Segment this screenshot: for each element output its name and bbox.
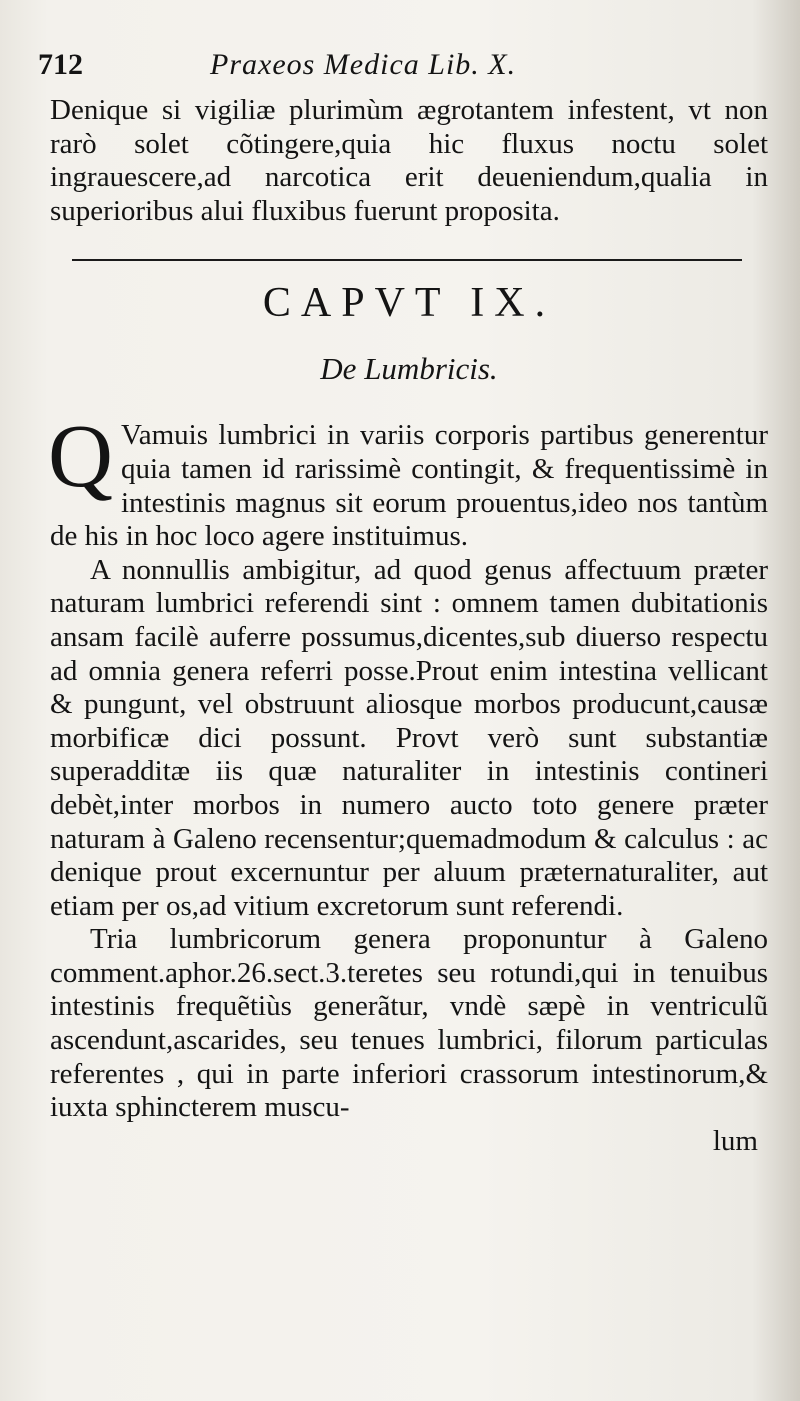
- catchword: lum: [712, 1124, 758, 1157]
- paragraph-ambigitur: A nonnullis ambigitur, ad quod genus affectuum præter naturam lumbrici referendi sint : omnem tamen dubitationis ansam facilè auferre possumus,dicentes,sub diuerso respectu ad omnia genera referri posse.Prout enim intestina vellicant & pungunt, vel obstruunt aliosque morbos producunt,causæ morbificæ dici possunt. Provt verò sunt substantiæ superadditæ iis quæ naturaliter in intestinis contineri debèt,inter morbos in numero aucto toto genere præter naturam à Galeno recensentur;quemadmodum & calculus : ac denique prout excernuntur per aluum præternaturaliter, aut etiam per os,ad vitium excretorum sunt referendi.: [50, 553, 768, 922]
- section-divider: [72, 259, 742, 261]
- drop-cap: Q: [48, 407, 113, 507]
- chapter-title: CAPVT IX.: [262, 280, 556, 327]
- opening-paragraph: [48, 407, 768, 553]
- chapter-subtitle: De Lumbricis.: [320, 351, 498, 387]
- chapter-body: [48, 407, 768, 1158]
- page-header: [38, 44, 768, 92]
- page-number: 712: [38, 48, 83, 81]
- paragraph-tria-genera: Tria lumbricorum genera proponuntur à Galeno comment.aphor.26.sect.3.teretes seu rotundi,qui in tenuibus intestinis frequẽtiùs generãtur, vndè sæpè in ventriculũ ascendunt,ascarides, seu tenues lumbrici, filorum particulas referentes , qui in parte inferiori crassorum intestinorum,& iuxta sphincterem muscu-: [50, 923, 768, 1124]
- top-paragraph: Denique si vigiliæ plurimùm ægrotantem infestent, vt non rarò solet cõtingere,quia hic fluxus noctu solet ingrauescere,ad narcotica erit deueniendum,qualia in superioribus alui fluxibus fuerunt proposita.: [50, 94, 768, 227]
- page-text-block: [38, 44, 768, 1158]
- opening-paragraph-text: Vamuis lumbrici in variis corporis partibus generentur quia tamen id rarissimè contingit, & frequentissimè in intestinis magnus sit eorum prouentus,ideo nos tantùm de his in hoc loco agere instituimus.: [50, 419, 768, 553]
- running-head: Praxeos Medica Lib. X.: [210, 48, 517, 81]
